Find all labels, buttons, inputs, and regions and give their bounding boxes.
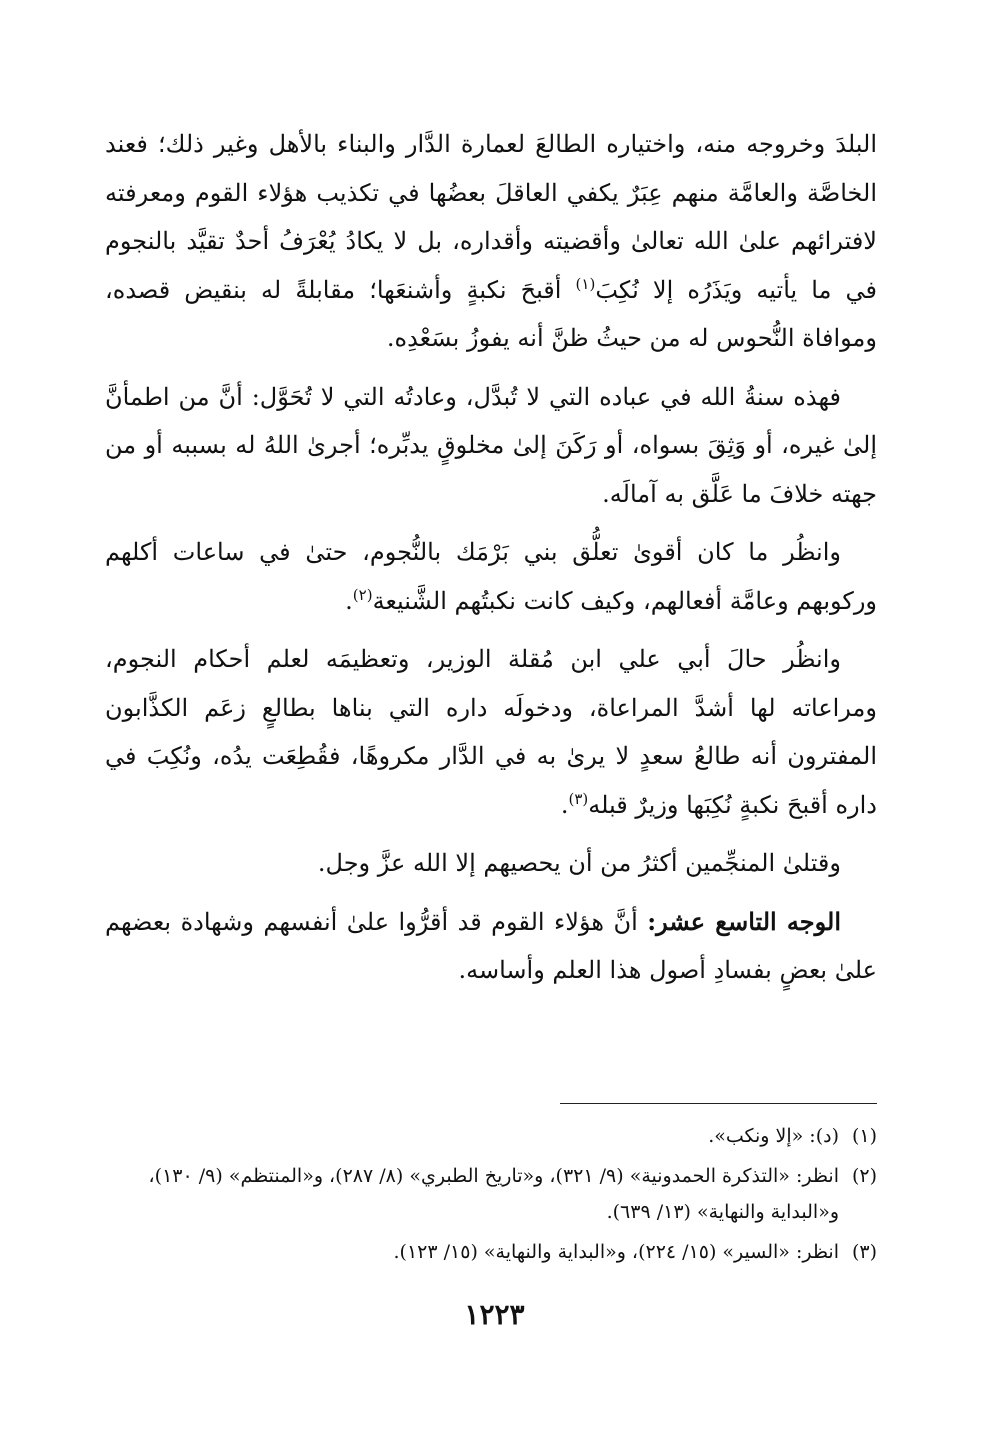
- main-text: [105, 120, 877, 1005]
- footnote-number: (٢): [851, 1165, 877, 1187]
- paragraph-text: أقبحَ نكبةٍ وأشنعَها؛ مقابلةً له بنقيض قصده، وموافاة النُّحوس له من حيثُ ظنَّ أنه يفوزُ بسَعْدِه.: [105, 275, 877, 352]
- paragraph-text: أنَّ هؤلاء القوم قد أقرُّوا علىٰ أنفسهم وشهادة بعضهم علىٰ بعضٍ بفسادِ أصول هذا العلم وأساسه.: [105, 907, 877, 984]
- paragraph-3: [105, 528, 877, 625]
- footnote-text: (د): «إلا ونكب».: [708, 1125, 839, 1147]
- footnote-text: انظر: «التذكرة الحمدونية» (٩/ ٣٢١)، و«تاريخ الطبري» (٨/ ٢٨٧)، و«المنتظم» (٩/ ١٣٠)، و«البداية والنهاية» (١٣/ ٦٣٩).: [148, 1165, 839, 1223]
- footnotes: [105, 1118, 877, 1274]
- footnote-number: (١): [851, 1125, 877, 1147]
- footnote-reference[interactable]: (١): [575, 274, 596, 293]
- paragraph-text: وانظُر ما كان أقوىٰ تعلُّق بني بَرْمَك بالنُّجوم، حتىٰ في ساعات أكلهم وركوبهم وعامَّة أفعالهم، وكيف كانت نكبتُهم الشَّنيعة: [105, 538, 877, 615]
- paragraph-4: [105, 635, 877, 829]
- paragraph-text: البلدَ وخروجه منه، واختياره الطالعَ لعمارة الدَّار والبناء بالأهل وغير ذلك؛ فعند الخاصَّة والعامَّة منهم عِبَرٌ يكفي العاقلَ بعضُها في تكذيب هؤلاء القوم ومعرفته لافترائهم علىٰ الله تعالىٰ وأقضيته وأقداره، بل لا يكادُ يُعْرَفُ أحدٌ تقيَّد بالنجوم في ما يأتيه ويَذَرُه إلا نُكِبَ: [105, 130, 877, 304]
- footnote-reference[interactable]: (٣): [568, 789, 589, 808]
- paragraph-text: .: [345, 586, 353, 615]
- page-number: ١٢٢٣: [464, 1298, 525, 1331]
- footnote-reference[interactable]: (٢): [352, 585, 373, 604]
- footnote-item: [105, 1234, 877, 1270]
- paragraph-text: .: [560, 790, 569, 819]
- paragraph-text: وانظُر حالَ أبي علي ابن مُقلة الوزير، وتعظيمَه لعلم أحكام النجوم، ومراعاته لها أشدَّ المراعاة، ودخولَه داره التي بناها بطالعٍ زعَم الكذَّابون المفترون أنه طالعُ سعدٍ لا يرىٰ به في الدَّار مكروهًا، فقُطِعَت يدُه، ونُكِبَ في داره أقبحَ نكبةٍ نُكِبَها وزيرٌ قبله: [105, 645, 877, 819]
- footnote-item: [105, 1118, 877, 1154]
- footnote-item: [105, 1158, 877, 1230]
- paragraph-text: وقتلىٰ المنجِّمين أكثرُ من أن يحصيهم إلا الله عزَّ وجل.: [317, 849, 841, 877]
- paragraph-6: [105, 898, 877, 995]
- footnote-number: (٣): [851, 1241, 877, 1263]
- section-heading: الوجه التاسع عشر:: [647, 906, 842, 936]
- footnote-text: انظر: «السير» (١٥/ ٢٢٤)، و«البداية والنهاية» (١٥/ ١٢٣).: [393, 1241, 839, 1263]
- paragraph-1: [105, 120, 877, 363]
- paragraph-5: [105, 839, 877, 888]
- paragraph-2: [105, 373, 877, 519]
- paragraph-text: فهذه سنةُ الله في عباده التي لا تُبدَّل، وعادتُه التي لا تُحَوَّل: أنَّ من اطمأنَّ إلىٰ غيره، أو وَثِقَ بسواه، أو رَكَنَ إلىٰ مخلوقٍ يدبِّره؛ أجرىٰ اللهُ له بسببه أو من جهته خلافَ ما عَلَّق به آمالَه.: [105, 382, 877, 508]
- footnote-separator: [560, 1103, 877, 1104]
